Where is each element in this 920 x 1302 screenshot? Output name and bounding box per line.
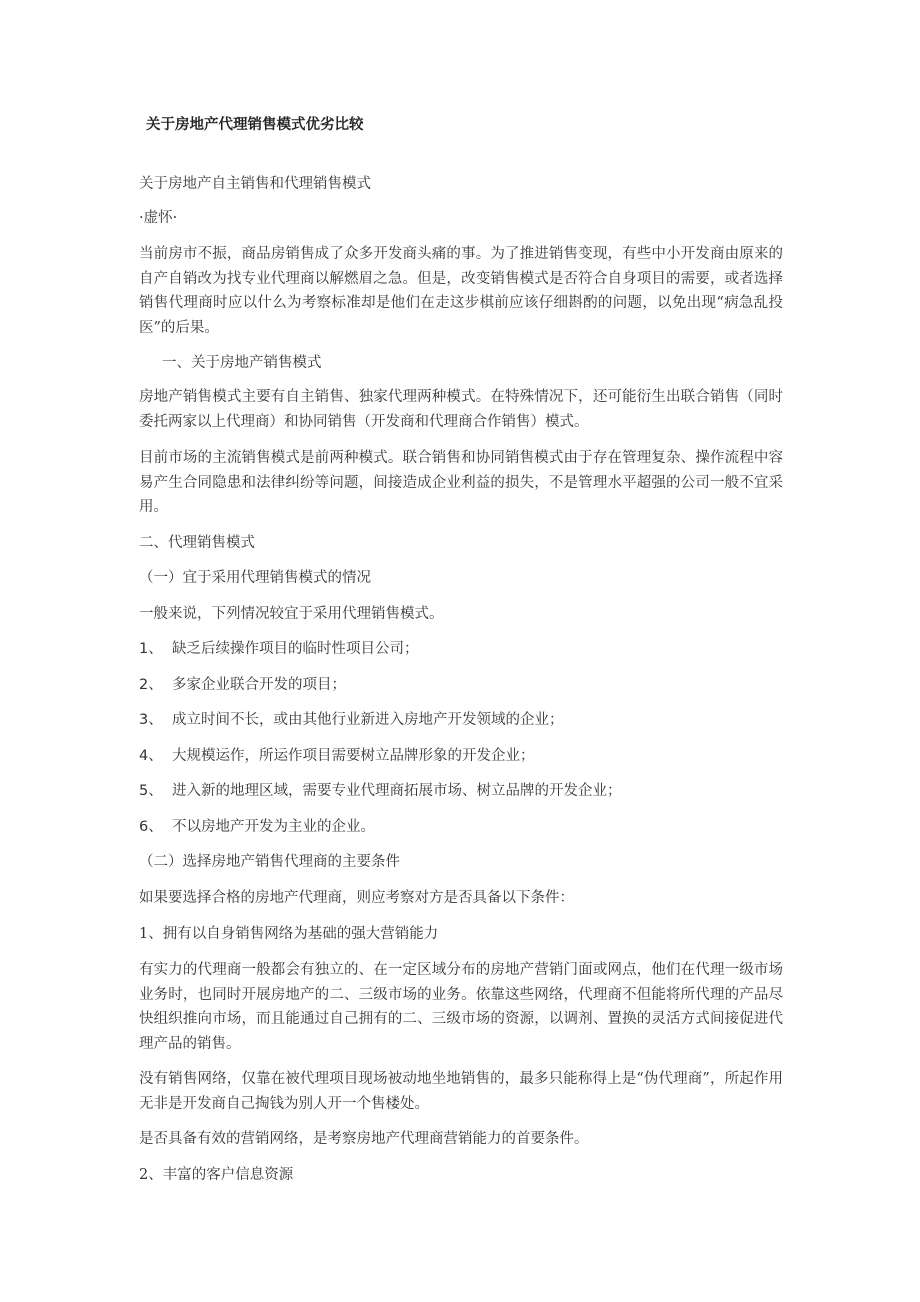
list-item-number: 4、 [139,748,163,764]
list-item-text: 多家企业联合开发的项目； [172,677,346,693]
subsection-1-intro: 一般来说，下列情况较宜于采用代理销售模式。 [139,606,444,622]
section-1-paragraph-2: 目前市场的主流销售模式是前两种模式。联合销售和协同销售模式由于存在管理复杂、操作流程中容易产生合同隐患和法律纠纷等问题，间接造成企业利益的损失，不是管理水平超强的公司一般不宜采用。 [139,450,783,515]
list-item-number: 6、 [139,819,163,835]
list-item-text: 成立时间不长，或由其他行业新进入房地产开发领域的企业； [172,712,564,728]
list-item-number: 1、 [139,641,163,657]
list-item [139,708,783,733]
list-item-text: 不以房地产开发为主业的企业。 [172,819,375,835]
list-item-text: 大规模运作，所运作项目需要树立品牌形象的开发企业； [172,748,535,764]
list-item [139,744,783,769]
subsection-2-heading: （二）选择房地产销售代理商的主要条件 [139,854,400,870]
condition-2-heading: 2、丰富的客户信息资源 [139,1167,294,1183]
list-item [139,637,783,662]
list-item-text: 缺乏后续操作项目的临时性项目公司； [172,641,419,657]
intro-paragraph: 当前房市不振，商品房销售成了众多开发商头痛的事。为了推进销售变现，有些中小开发商由原来的自产自销改为找专业代理商以解燃眉之急。但是，改变销售模式是否符合自身项目的需要，或者选择销售代理商时应以什么为考察标准却是他们在走这步棋前应该仔细斟酌的问题，以免出现“病急乱投医”的后果。 [139,246,783,336]
condition-1-paragraph-2: 没有销售网络，仅靠在被代理项目现场被动地坐地销售的，最多只能称得上是“伪代理商”，所起作用无非是开发商自己掏钱为别人开一个售楼处。 [139,1071,783,1112]
list-item [139,673,783,698]
list-item-text: 进入新的地理区域，需要专业代理商拓展市场、树立品牌的开发企业； [172,783,622,799]
condition-1-heading: 1、拥有以自身销售网络为基础的强大营销能力 [139,926,439,942]
section-2-heading: 二、代理销售模式 [139,535,255,551]
author-line: ·虚怀· [139,210,178,226]
condition-1-paragraph-1: 有实力的代理商一般都会有独立的、在一定区域分布的房地产营销门面或网点，他们在代理一级市场业务时，也同时开展房地产的二、三级市场的业务。依靠这些网络，代理商不但能将所代理的产品尽快组织推向市场，而且能通过自己拥有的二、三级市场的资源，以调剂、置换的灵活方式间接促进代理产品的销售。 [139,962,783,1052]
condition-1-paragraph-3: 是否具备有效的营销网络，是考察房地产代理商营销能力的首要条件。 [139,1131,589,1147]
list-item [139,815,783,840]
subtitle: 关于房地产自主销售和代理销售模式 [139,176,371,192]
list-item [139,779,783,804]
subsection-1-heading: （一）宜于采用代理销售模式的情况 [139,570,371,586]
list-item-number: 5、 [139,783,163,799]
section-1-heading: 一、关于房地产销售模式 [162,355,322,371]
list-item-number: 2、 [139,677,163,693]
document-title: 关于房地产代理销售模式优劣比较 [146,117,364,133]
section-1-paragraph-1: 房地产销售模式主要有自主销售、独家代理两种模式。在特殊情况下，还可能衍生出联合销售（同时委托两家以上代理商）和协同销售（开发商和代理商合作销售）模式。 [139,389,783,430]
subsection-2-intro: 如果要选择合格的房地产代理商，则应考察对方是否具备以下条件： [139,890,574,906]
list-item-number: 3、 [139,712,163,728]
